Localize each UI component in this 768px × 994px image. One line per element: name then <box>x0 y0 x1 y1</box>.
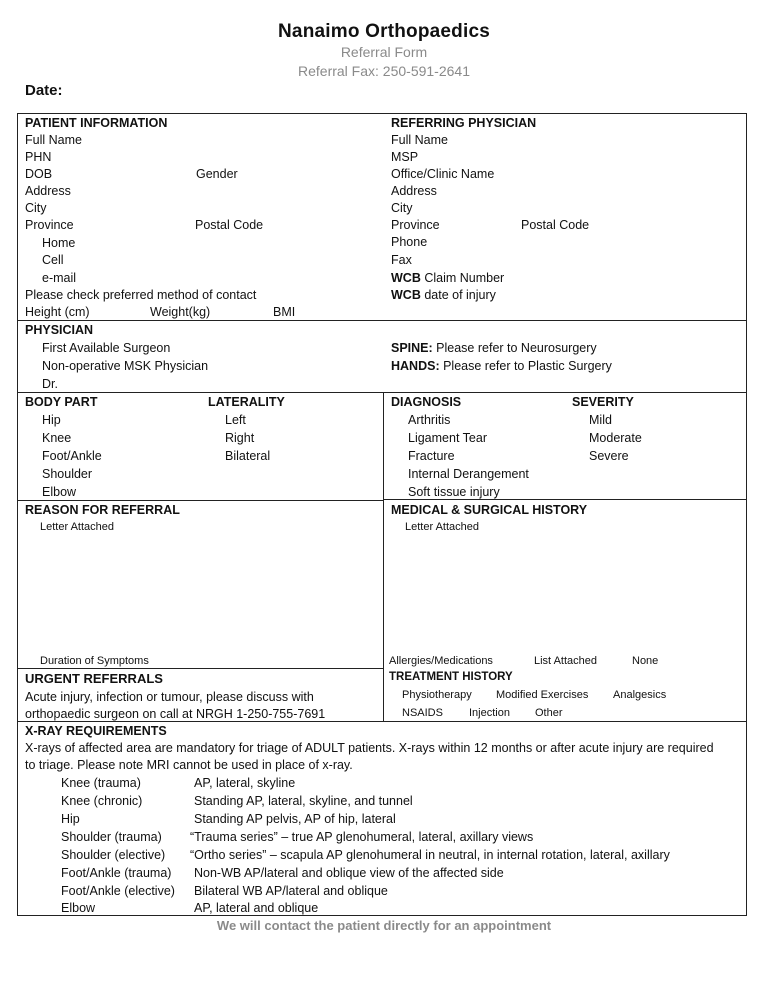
xray-row-value: Standing AP, lateral, skyline, and tunnel <box>194 794 413 808</box>
hands-text: Please refer to Plastic Surgery <box>439 359 612 373</box>
wcb-injury-label: date of injury <box>420 288 496 302</box>
hands-label: HANDS: <box>391 359 440 373</box>
xray-paragraph-1: X-rays of affected area are mandatory for triage of ADULT patients. X-rays within 12 months or after acute injury are required <box>25 741 714 755</box>
spine-text: Please refer to Neurosurgery <box>432 341 597 355</box>
referral-fax: Referral Fax: 250-591-2641 <box>298 63 470 79</box>
allergies-medications-field[interactable]: Allergies/Medications <box>389 655 493 667</box>
referring-full-name-field[interactable]: Full Name <box>391 133 448 147</box>
column-divider <box>383 392 384 721</box>
urgent-line-2: orthopaedic surgeon on call at NRGH 1-250-755-7691 <box>25 707 326 721</box>
referring-fax-field[interactable]: Fax <box>391 253 412 267</box>
diagnosis-option[interactable]: Ligament Tear <box>408 431 487 445</box>
laterality-option[interactable]: Bilateral <box>225 449 271 463</box>
contact-email-option[interactable]: e-mail <box>42 271 77 285</box>
severity-option[interactable]: Severe <box>589 449 629 463</box>
xray-heading: X-RAY REQUIREMENTS <box>25 724 167 738</box>
treatment-injection-option[interactable]: Injection <box>469 707 510 719</box>
xray-row-label: Knee (chronic) <box>61 794 143 808</box>
referring-city-field[interactable]: City <box>391 201 413 215</box>
diagnosis-heading: DIAGNOSIS <box>391 395 462 409</box>
allergies-none-option[interactable]: None <box>632 655 659 667</box>
divider-urgent <box>17 668 383 669</box>
patient-heading: PATIENT INFORMATION <box>25 116 168 130</box>
body-part-option[interactable]: Foot/Ankle <box>42 449 102 463</box>
body-part-option[interactable]: Shoulder <box>42 467 93 481</box>
patient-gender-field[interactable]: Gender <box>196 167 238 181</box>
footer-note: We will contact the patient directly for an appointment <box>216 918 552 933</box>
xray-row-label: Hip <box>61 812 80 826</box>
allergies-list-attached-option[interactable]: List Attached <box>534 655 597 667</box>
reason-letter-attached-option[interactable]: Letter Attached <box>40 521 114 533</box>
patient-height-field[interactable]: Height (cm) <box>25 305 90 319</box>
treatment-other-option[interactable]: Other <box>535 707 563 719</box>
xray-row-label: Shoulder (elective) <box>61 848 166 862</box>
xray-row-value: Bilateral WB AP/lateral and oblique <box>194 884 388 898</box>
diagnosis-option[interactable]: Arthritis <box>408 413 451 427</box>
patient-dob-field[interactable]: DOB <box>25 167 53 181</box>
xray-row-label: Foot/Ankle (elective) <box>61 884 175 898</box>
page-title: Nanaimo Orthopaedics <box>278 21 490 42</box>
divider-physician <box>17 320 747 321</box>
wcb-label: WCB <box>391 288 421 302</box>
treatment-modified-exercises-option[interactable]: Modified Exercises <box>496 689 589 701</box>
reason-heading: REASON FOR REFERRAL <box>25 503 180 517</box>
wcb-label: WCB <box>391 271 421 285</box>
spine-note <box>391 340 597 356</box>
treatment-analgesics-option[interactable]: Analgesics <box>613 689 667 701</box>
body-part-heading: BODY PART <box>25 395 98 409</box>
referring-phone-field[interactable]: Phone <box>391 235 428 249</box>
date-label: Date: <box>25 82 63 99</box>
body-part-option[interactable]: Elbow <box>42 485 77 499</box>
diagnosis-option[interactable]: Fracture <box>408 449 455 463</box>
patient-bmi-field[interactable]: BMI <box>273 305 296 319</box>
wcb-injury-date-field[interactable] <box>391 287 496 303</box>
severity-option[interactable]: Moderate <box>589 431 642 445</box>
wcb-claim-label: Claim Number <box>420 271 505 285</box>
physician-heading: PHYSICIAN <box>25 323 94 337</box>
xray-row-value: Standing AP pelvis, AP of hip, lateral <box>194 812 396 826</box>
diagnosis-option[interactable]: Internal Derangement <box>408 467 529 481</box>
referring-address-field[interactable]: Address <box>391 184 437 198</box>
spine-label: SPINE: <box>391 341 433 355</box>
severity-option[interactable]: Mild <box>589 413 612 427</box>
referring-postal-code-field[interactable]: Postal Code <box>521 218 590 232</box>
laterality-option[interactable]: Left <box>225 413 246 427</box>
xray-row-label: Foot/Ankle (trauma) <box>61 866 172 880</box>
contact-home-option[interactable]: Home <box>42 236 76 250</box>
urgent-heading: URGENT REFERRALS <box>25 671 163 686</box>
xray-row-label: Elbow <box>61 901 96 915</box>
patient-postal-code-field[interactable]: Postal Code <box>195 218 264 232</box>
xray-row-value: “Trauma series” – true AP glenohumeral, lateral, axillary views <box>190 830 534 844</box>
xray-row-value: “Ortho series” – scapula AP glenohumeral in neutral, in internal rotation, lateral, axillary <box>190 848 670 862</box>
treatment-nsaids-option[interactable]: NSAIDS <box>402 707 443 719</box>
hands-note <box>391 358 612 374</box>
physician-option-first-available[interactable]: First Available Surgeon <box>42 341 171 355</box>
referring-office-field[interactable]: Office/Clinic Name <box>391 167 495 181</box>
laterality-heading: LATERALITY <box>208 395 285 409</box>
urgent-line-1: Acute injury, infection or tumour, please discuss with <box>25 690 314 704</box>
contact-method-note: Please check preferred method of contact <box>25 288 257 302</box>
xray-row-value: Non-WB AP/lateral and oblique view of the affected side <box>194 866 504 880</box>
severity-heading: SEVERITY <box>572 395 634 409</box>
xray-row-value: AP, lateral, skyline <box>194 776 296 790</box>
history-letter-attached-option[interactable]: Letter Attached <box>405 521 479 533</box>
physician-option-dr[interactable]: Dr. <box>42 377 58 391</box>
patient-province-field[interactable]: Province <box>25 218 74 232</box>
history-heading: MEDICAL & SURGICAL HISTORY <box>391 503 588 517</box>
wcb-claim-field[interactable] <box>391 270 504 286</box>
patient-weight-field[interactable]: Weight(kg) <box>150 305 211 319</box>
patient-full-name-field[interactable]: Full Name <box>25 133 82 147</box>
physician-option-non-operative[interactable]: Non-operative MSK Physician <box>42 359 209 373</box>
divider-reason-left <box>17 500 383 501</box>
duration-of-symptoms-field[interactable]: Duration of Symptoms <box>40 655 149 667</box>
xray-row-label: Shoulder (trauma) <box>61 830 162 844</box>
form-subtitle: Referral Form <box>340 44 428 60</box>
patient-phn-field[interactable]: PHN <box>25 150 52 164</box>
xray-row-value: AP, lateral and oblique <box>194 901 319 915</box>
patient-address-field[interactable]: Address <box>25 184 71 198</box>
xray-paragraph-2: to triage. Please note MRI cannot be used in place of x-ray. <box>25 758 353 772</box>
body-part-option[interactable]: Hip <box>42 413 61 427</box>
referring-province-field[interactable]: Province <box>391 218 440 232</box>
contact-cell-option[interactable]: Cell <box>42 253 64 267</box>
referring-msp-field[interactable]: MSP <box>391 150 419 164</box>
laterality-option[interactable]: Right <box>225 431 255 445</box>
treatment-physiotherapy-option[interactable]: Physiotherapy <box>402 689 472 701</box>
xray-row-label: Knee (trauma) <box>61 776 141 790</box>
divider-body-part <box>17 392 747 393</box>
treatment-heading: TREATMENT HISTORY <box>389 671 513 683</box>
referring-heading: REFERRING PHYSICIAN <box>391 116 537 130</box>
patient-city-field[interactable]: City <box>25 201 47 215</box>
diagnosis-option[interactable]: Soft tissue injury <box>408 485 500 499</box>
body-part-option[interactable]: Knee <box>42 431 72 445</box>
